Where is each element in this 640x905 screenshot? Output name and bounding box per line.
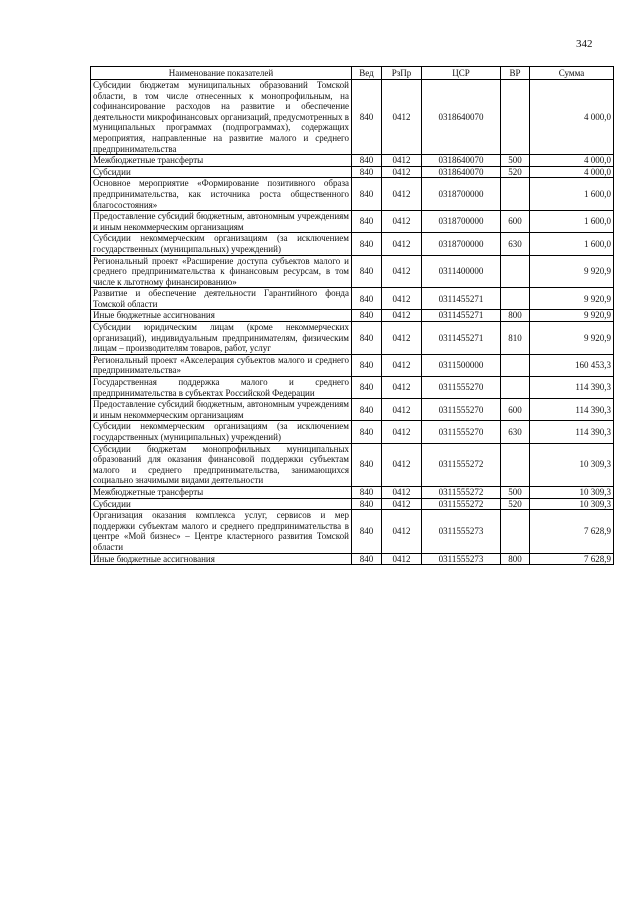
- cell-vr: 630: [501, 421, 530, 443]
- cell-ved: 840: [352, 255, 382, 288]
- cell-csr: 0311400000: [422, 255, 501, 288]
- table-row: [91, 322, 614, 355]
- cell-csr: 0318640070: [422, 155, 501, 167]
- cell-vr: 800: [501, 553, 530, 565]
- cell-sum: 9 920,9: [530, 288, 614, 310]
- table-row: [91, 233, 614, 255]
- cell-csr: 0318640070: [422, 80, 501, 155]
- cell-csr: 0311555272: [422, 498, 501, 510]
- cell-sum: 10 309,3: [530, 486, 614, 498]
- cell-vr: 500: [501, 155, 530, 167]
- cell-rzpr: 0412: [382, 421, 422, 443]
- cell-sum: 114 390,3: [530, 421, 614, 443]
- cell-name: Региональный проект «Акселерация субъектов малого и среднего предпринимательства»: [91, 354, 352, 376]
- cell-csr: 0311500000: [422, 354, 501, 376]
- cell-name: Субсидии некоммерческим организациям (за исключением государственных (муниципальных) учреждений): [91, 421, 352, 443]
- cell-name: Субсидии: [91, 498, 352, 510]
- cell-sum: 114 390,3: [530, 377, 614, 399]
- cell-sum: 10 309,3: [530, 498, 614, 510]
- table-row: [91, 486, 614, 498]
- cell-vr: [501, 178, 530, 211]
- cell-sum: 1 600,0: [530, 211, 614, 233]
- cell-rzpr: 0412: [382, 288, 422, 310]
- cell-ved: 840: [352, 377, 382, 399]
- cell-rzpr: 0412: [382, 178, 422, 211]
- cell-vr: 500: [501, 486, 530, 498]
- cell-sum: 1 600,0: [530, 178, 614, 211]
- cell-csr: 0318700000: [422, 233, 501, 255]
- cell-rzpr: 0412: [382, 255, 422, 288]
- cell-vr: [501, 288, 530, 310]
- table-row: [91, 421, 614, 443]
- cell-ved: 840: [352, 310, 382, 322]
- cell-vr: [501, 377, 530, 399]
- cell-vr: [501, 80, 530, 155]
- cell-vr: 520: [501, 498, 530, 510]
- cell-ved: 840: [352, 354, 382, 376]
- cell-sum: 9 920,9: [530, 255, 614, 288]
- table-row: [91, 211, 614, 233]
- cell-name: Иные бюджетные ассигнования: [91, 553, 352, 565]
- cell-name: Субсидии бюджетам монопрофильных муниципальных образований для оказания финансовой поддержки субъектам малого и среднего предпринимательства, занимающихся социально значимыми видами деятельности: [91, 443, 352, 486]
- table-row: [91, 310, 614, 322]
- cell-rzpr: 0412: [382, 498, 422, 510]
- table-row: [91, 80, 614, 155]
- table-row: [91, 155, 614, 167]
- cell-ved: 840: [352, 498, 382, 510]
- cell-name: Субсидии бюджетам муниципальных образований Томской области, в том числе отнесенных к монопрофильным, на софинансирование расходов на развитие и обеспечение деятельности микрофинансовых организаций, предусмотренных в муниципальных программах (подпрограммах), содержащих мероприятия, направленные на развитие малого и среднего предпринимательства: [91, 80, 352, 155]
- cell-ved: 840: [352, 553, 382, 565]
- cell-rzpr: 0412: [382, 80, 422, 155]
- table-row: [91, 377, 614, 399]
- cell-ved: 840: [352, 178, 382, 211]
- cell-sum: 4 000,0: [530, 80, 614, 155]
- column-header-rzpr: РзПр: [382, 67, 422, 80]
- table-row: [91, 510, 614, 553]
- table-row: [91, 498, 614, 510]
- cell-rzpr: 0412: [382, 322, 422, 355]
- cell-ved: 840: [352, 288, 382, 310]
- cell-rzpr: 0412: [382, 486, 422, 498]
- cell-sum: 7 628,9: [530, 553, 614, 565]
- table-row: [91, 166, 614, 178]
- cell-rzpr: 0412: [382, 399, 422, 421]
- cell-ved: 840: [352, 166, 382, 178]
- budget-table: [90, 66, 614, 565]
- cell-name: Организация оказания комплекса услуг, сервисов и мер поддержки субъектам малого и среднего предпринимательства в центре «Мой бизнес» – Центре кластерного развития Томской области: [91, 510, 352, 553]
- cell-vr: [501, 510, 530, 553]
- table-row: [91, 255, 614, 288]
- cell-rzpr: 0412: [382, 310, 422, 322]
- cell-name: Субсидии юридическим лицам (кроме некоммерческих организаций), индивидуальным предпринимателям, физическим лицам – производителям товаров, работ, услуг: [91, 322, 352, 355]
- table-row: [91, 443, 614, 486]
- cell-ved: 840: [352, 211, 382, 233]
- cell-csr: 0311455271: [422, 322, 501, 355]
- cell-sum: 9 920,9: [530, 322, 614, 355]
- cell-vr: 630: [501, 233, 530, 255]
- cell-vr: 600: [501, 211, 530, 233]
- cell-name: Межбюджетные трансферты: [91, 486, 352, 498]
- cell-ved: 840: [352, 80, 382, 155]
- column-header-sum: Сумма: [530, 67, 614, 80]
- table-row: [91, 288, 614, 310]
- cell-name: Основное мероприятие «Формирование позитивного образа предпринимательства, как источника роста общественного благосостояния»: [91, 178, 352, 211]
- cell-csr: 0311555270: [422, 421, 501, 443]
- cell-vr: 810: [501, 322, 530, 355]
- cell-vr: 600: [501, 399, 530, 421]
- cell-rzpr: 0412: [382, 553, 422, 565]
- cell-vr: [501, 354, 530, 376]
- cell-sum: 10 309,3: [530, 443, 614, 486]
- column-header-csr: ЦСР: [422, 67, 501, 80]
- cell-ved: 840: [352, 322, 382, 355]
- table-row: [91, 354, 614, 376]
- cell-name: Субсидии: [91, 166, 352, 178]
- cell-rzpr: 0412: [382, 166, 422, 178]
- cell-vr: [501, 255, 530, 288]
- cell-rzpr: 0412: [382, 211, 422, 233]
- cell-rzpr: 0412: [382, 354, 422, 376]
- table-header-row: [91, 67, 614, 80]
- cell-csr: 0311555273: [422, 553, 501, 565]
- cell-rzpr: 0412: [382, 377, 422, 399]
- table-row: [91, 399, 614, 421]
- column-header-ved: Вед: [352, 67, 382, 80]
- cell-name: Государственная поддержка малого и среднего предпринимательства в субъектах Российской Федерации: [91, 377, 352, 399]
- cell-sum: 4 000,0: [530, 166, 614, 178]
- cell-csr: 0318700000: [422, 211, 501, 233]
- cell-ved: 840: [352, 233, 382, 255]
- cell-name: Предоставление субсидий бюджетным, автономным учреждениям и иным некоммерческим организациям: [91, 399, 352, 421]
- cell-ved: 840: [352, 443, 382, 486]
- cell-rzpr: 0412: [382, 233, 422, 255]
- column-header-vr: ВР: [501, 67, 530, 80]
- cell-name: Иные бюджетные ассигнования: [91, 310, 352, 322]
- cell-vr: [501, 443, 530, 486]
- cell-csr: 0311555272: [422, 443, 501, 486]
- cell-rzpr: 0412: [382, 155, 422, 167]
- cell-sum: 114 390,3: [530, 399, 614, 421]
- cell-ved: 840: [352, 155, 382, 167]
- cell-ved: 840: [352, 486, 382, 498]
- cell-vr: 520: [501, 166, 530, 178]
- table-row: [91, 553, 614, 565]
- cell-name: Региональный проект «Расширение доступа субъектов малого и среднего предпринимательства к финансовым ресурсам, в том числе к льготному финансированию»: [91, 255, 352, 288]
- cell-csr: 0318640070: [422, 166, 501, 178]
- cell-csr: 0311455271: [422, 288, 501, 310]
- cell-ved: 840: [352, 510, 382, 553]
- cell-csr: 0311555270: [422, 377, 501, 399]
- page-number: 342: [576, 38, 593, 50]
- cell-rzpr: 0412: [382, 510, 422, 553]
- cell-vr: 800: [501, 310, 530, 322]
- cell-csr: 0311555272: [422, 486, 501, 498]
- cell-csr: 0311555270: [422, 399, 501, 421]
- cell-sum: 160 453,3: [530, 354, 614, 376]
- cell-csr: 0311555273: [422, 510, 501, 553]
- cell-ved: 840: [352, 399, 382, 421]
- cell-csr: 0311455271: [422, 310, 501, 322]
- cell-sum: 9 920,9: [530, 310, 614, 322]
- cell-name: Субсидии некоммерческим организациям (за исключением государственных (муниципальных) учреждений): [91, 233, 352, 255]
- cell-sum: 4 000,0: [530, 155, 614, 167]
- cell-csr: 0318700000: [422, 178, 501, 211]
- cell-rzpr: 0412: [382, 443, 422, 486]
- cell-sum: 7 628,9: [530, 510, 614, 553]
- column-header-name: Наименование показателей: [91, 67, 352, 80]
- cell-name: Предоставление субсидий бюджетным, автономным учреждениям и иным некоммерческим организациям: [91, 211, 352, 233]
- cell-ved: 840: [352, 421, 382, 443]
- cell-name: Развитие и обеспечение деятельности Гарантийного фонда Томской области: [91, 288, 352, 310]
- table-row: [91, 178, 614, 211]
- cell-sum: 1 600,0: [530, 233, 614, 255]
- cell-name: Межбюджетные трансферты: [91, 155, 352, 167]
